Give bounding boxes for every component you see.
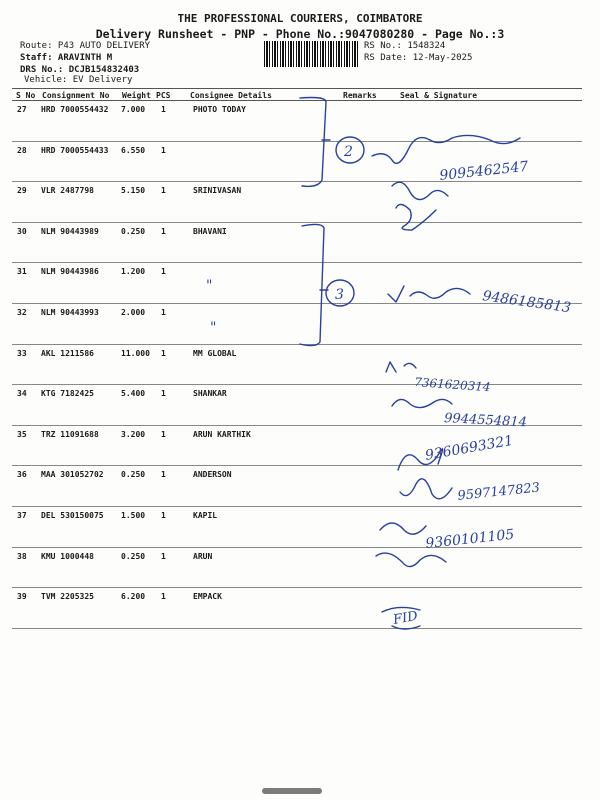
- cell-weight: 11.000: [121, 348, 150, 358]
- col-header-weight: Weight: [122, 91, 151, 100]
- cell-weight: 6.550: [121, 145, 146, 155]
- phone-37: 9360101105: [424, 526, 516, 552]
- cell-consignee: MM GLOBAL: [193, 348, 237, 358]
- cell-sno: 30: [17, 226, 27, 236]
- signature-36: [400, 479, 452, 499]
- cell-consignment: VLR 2487798: [41, 186, 94, 196]
- cell-consignee: KAPIL: [193, 511, 218, 520]
- route-label: Route: P43 AUTO DELIVERY: [20, 41, 151, 51]
- cell-consignment: NLM 90443989: [41, 226, 99, 236]
- cell-consignment: HRD 7000554432: [41, 105, 109, 114]
- cell-sno: 33: [17, 348, 27, 358]
- cell-consignee: ARUN KARTHIK: [193, 429, 251, 439]
- cell-pcs: 1: [161, 267, 166, 277]
- cell-weight: 0.250: [121, 226, 146, 236]
- phone-31: 9486185813: [481, 288, 572, 317]
- cell-pcs: 1: [161, 551, 166, 561]
- signature-28: [372, 135, 520, 163]
- cell-consignee: SRINIVASAN: [193, 186, 242, 196]
- cell-sno: 37: [17, 511, 27, 520]
- col-header-sno: S No: [16, 91, 36, 100]
- rs-number: RS No.: 1548324: [364, 41, 446, 51]
- cell-pcs: 1: [161, 348, 166, 358]
- company-title: THE PROFESSIONAL COURIERS, COIMBATORE: [177, 12, 423, 25]
- cell-sno: 36: [17, 470, 27, 480]
- signature-33: [386, 362, 416, 372]
- bracket-1: [300, 98, 326, 187]
- col-header-consignee: Consignee Details: [190, 91, 272, 100]
- cell-pcs: 1: [161, 592, 166, 602]
- cell-sno: 31: [17, 267, 27, 277]
- ditto-mark-32: ": [210, 320, 217, 336]
- cell-weight: 7.000: [121, 105, 146, 114]
- cell-sno: 29: [17, 186, 27, 196]
- col-header-consignment: Consignment No: [42, 91, 110, 100]
- phone-28: 9095462547: [438, 158, 530, 184]
- cell-consignment: TRZ 11091688: [41, 429, 99, 439]
- cell-consignment: HRD 7000554433: [41, 145, 109, 155]
- cell-consignee: ANDERSON: [193, 470, 232, 480]
- cell-sno: 28: [17, 145, 27, 155]
- cell-consignment: MAA 301052702: [41, 470, 104, 480]
- cell-consignment: DEL 530150075: [41, 511, 104, 520]
- scan-smudge: [262, 788, 322, 794]
- signature-37: [380, 523, 426, 534]
- bracket-2: [300, 224, 324, 345]
- drs-number: DRS No.: DCJB154832403: [20, 65, 140, 75]
- cell-pcs: 1: [161, 105, 166, 114]
- phone-34: 9944554814: [443, 411, 528, 431]
- vehicle-label: Vehicle: EV Delivery: [24, 75, 133, 85]
- cell-consignee: EMPACK: [193, 592, 222, 602]
- cell-weight: 0.250: [121, 470, 146, 480]
- signature-38: [376, 553, 446, 566]
- cell-consignment: AKL 1211586: [41, 348, 94, 358]
- cell-weight: 5.400: [121, 389, 146, 399]
- cell-sno: 34: [17, 389, 27, 399]
- col-header-signature: Seal & Signature: [400, 91, 478, 100]
- cell-consignee: ARUN: [193, 551, 213, 561]
- col-header-remarks: Remarks: [343, 91, 377, 100]
- cell-pcs: 1: [161, 186, 166, 196]
- signature-29: [396, 204, 436, 230]
- cell-sno: 39: [17, 592, 27, 602]
- cell-sno: 35: [17, 429, 27, 439]
- ditto-mark-31: ": [206, 278, 213, 294]
- phone-33: 7361620314: [413, 375, 491, 395]
- cell-pcs: 1: [161, 389, 166, 399]
- group-mark-1: 2: [344, 144, 353, 160]
- cell-weight: 0.250: [121, 551, 146, 561]
- cell-weight: 1.200: [121, 267, 146, 277]
- cell-consignee: BHAVANI: [193, 226, 227, 236]
- phone-36: 9597147823: [456, 480, 541, 504]
- cell-pcs: 1: [161, 145, 166, 155]
- cell-weight: 2.000: [121, 308, 146, 317]
- cell-sno: 27: [17, 105, 27, 114]
- cell-weight: 3.200: [121, 429, 146, 439]
- signature-34: [392, 399, 452, 407]
- cell-pcs: 1: [161, 470, 166, 480]
- cell-weight: 6.200: [121, 592, 146, 602]
- cell-consignee: PHOTO TODAY: [193, 105, 246, 114]
- runsheet-subtitle: Delivery Runsheet - PNP - Phone No.:9047080280 - Page No.:3: [95, 27, 505, 41]
- cell-consignment: KMU 1000448: [41, 551, 94, 561]
- note-39: FID: [392, 608, 419, 628]
- cell-consignment: TVM 2205325: [41, 592, 94, 602]
- cell-sno: 38: [17, 551, 27, 561]
- cell-consignment: NLM 90443993: [41, 308, 99, 317]
- staff-label: Staff: ARAVINTH M: [20, 53, 113, 63]
- signature-31: [388, 286, 470, 302]
- cell-consignment: NLM 90443986: [41, 267, 99, 277]
- cell-consignee: SHANKAR: [193, 389, 227, 399]
- cell-pcs: 1: [161, 226, 166, 236]
- group-mark-2: 3: [335, 287, 344, 303]
- cell-weight: 1.500: [121, 511, 146, 520]
- phone-35: 9360693321: [423, 432, 515, 464]
- col-header-pcs: PCS: [156, 91, 171, 100]
- cell-weight: 5.150: [121, 186, 146, 196]
- cell-consignment: KTG 7182425: [41, 389, 94, 399]
- cell-pcs: 1: [161, 429, 166, 439]
- cell-pcs: 1: [161, 308, 166, 317]
- cell-pcs: 1: [161, 511, 166, 520]
- cell-sno: 32: [17, 308, 27, 317]
- rs-date: RS Date: 12-May-2025: [364, 53, 473, 63]
